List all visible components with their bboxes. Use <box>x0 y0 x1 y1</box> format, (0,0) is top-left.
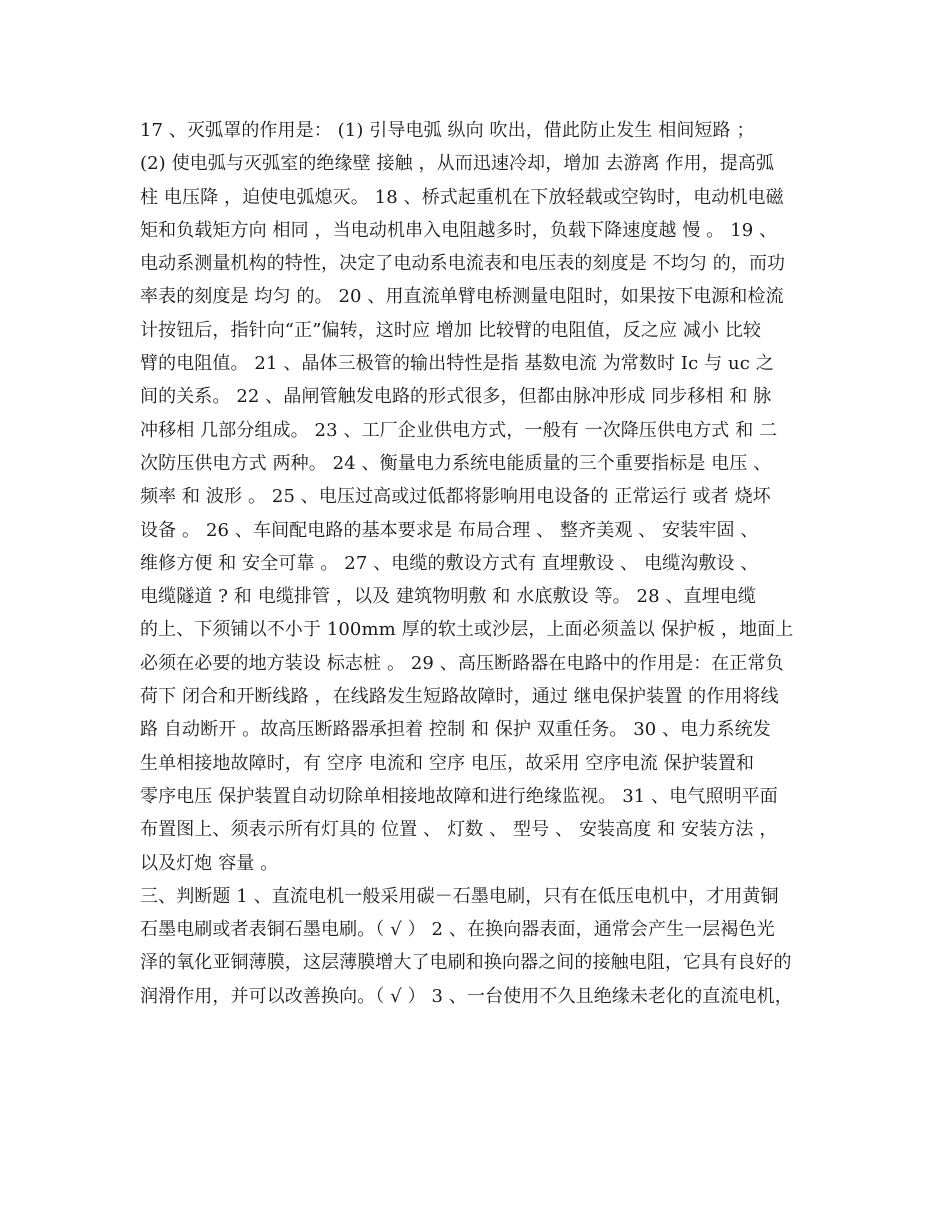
text-line: 润滑作用，并可以改善换向。（ √ ） 3 、一台使用不久且绝缘未老化的直流电机， <box>140 985 793 1007</box>
text-line: 臂的电阻值。 21 、晶体三极管的输出特性是指 基数电流 为常数时 Ic 与 uc 之 <box>140 353 774 375</box>
text-line: 泽的氧化亚铜薄膜，这层薄膜增大了电刷和换向器之间的接触电阻，它具有良好的 <box>140 952 792 974</box>
text-line: 以及灯炮 容量 。 <box>140 852 279 874</box>
text-line: 柱 电压降 ，迫使电弧熄灭。 18 、桥式起重机在下放轻载或空钩时，电动机电磁 <box>140 186 784 208</box>
text-line: 生单相接地故障时，有 空序 电流和 空序 电压，故采用 空序电流 保护装置和 <box>140 752 755 774</box>
text-line: 矩和负载矩方向 相同 ，当电动机串入电阻越多时，负载下降速度越 慢 。 19 、 <box>140 219 778 241</box>
body-text <box>140 114 820 1013</box>
text-line: 的上、下须铺以不小于 100mm 厚的软土或沙层，上面必须盖以 保护板 ，地面上 <box>140 619 794 641</box>
text-line: 三、判断题 1 、直流电机一般采用碳－石墨电刷，只有在低压电机中，才用黄铜 <box>140 885 779 907</box>
text-line: (2) 使电弧与灭弧室的绝缘壁 接触 ，从而迅速冷却，增加 去游离 作用，提高弧 <box>140 153 775 175</box>
text-line: 次防压供电方式 两种。 24 、衡量电力系统电能质量的三个重要指标是 电压 、 <box>140 452 772 474</box>
text-line: 布置图上、须表示所有灯具的 位置 、 灯数 、 型号 、 安装高度 和 安装方法 ， <box>140 819 778 841</box>
text-line: 荷下 闭合和开断线路 ，在线路发生短路故障时，通过 继电保护装置 的作用将线 <box>140 686 779 708</box>
text-line: 间的关系。 22 、晶闸管触发电路的形式很多，但都由脉冲形成 同步移相 和 脉 <box>140 386 772 408</box>
text-line: 频率 和 波形 。 25 、电压过高或过低都将影响用电设备的 正常运行 或者 烧坏 <box>140 486 771 508</box>
text-line: 率表的刻度是 均匀 的。 20 、用直流单臂电桥测量电阻时，如果按下电源和检流 <box>140 286 784 308</box>
text-line: 冲移相 几部分组成。 23 、工厂企业供电方式，一般有 一次降压供电方式 和 二 <box>140 419 778 441</box>
text-line: 零序电压 保护装置自动切除单相接地故障和进行绝缘监视。 31 、电气照明平面 <box>140 785 778 807</box>
text-line: 17 、灭弧罩的作用是： (1) 引导电弧 纵向 吹出，借此防止发生 相间短路 ； <box>140 120 755 141</box>
text-line: 路 自动断开 。故高压断路器承担着 控制 和 保护 双重任务。 30 、电力系统发 <box>140 719 771 741</box>
text-line: 设备 。 26 、车间配电路的基本要求是 布局合理 、 整齐美观 、 安装牢固 、 <box>140 519 759 541</box>
text-line: 必须在必要的地方装设 标志桩 。 29 、高压断路器在电路中的作用是：在正常负 <box>140 652 784 674</box>
text-line: 计按钮后，指针向“正”偏转，这时应 增加 比较臂的电阻值，反之应 减小 比较 <box>140 319 762 341</box>
text-line: 石墨电刷或者表铜石墨电刷。（ √ ） 2 、在换向器表面，通常会产生一层褐色光 <box>140 919 775 941</box>
text-line: 电动系测量机构的特性，决定了电动系电流表和电压表的刻度是 不均匀 的，而功 <box>140 253 786 275</box>
text-line: 电缆隧道 ? 和 电缆排管 ，以及 建筑物明敷 和 水底敷设 等。 28 、直埋电缆 <box>140 586 756 608</box>
text-line: 维修方便 和 安全可靠 。 27 、电缆的敷设方式有 直埋敷设 、 电缆沟敷设 、 <box>140 552 759 574</box>
